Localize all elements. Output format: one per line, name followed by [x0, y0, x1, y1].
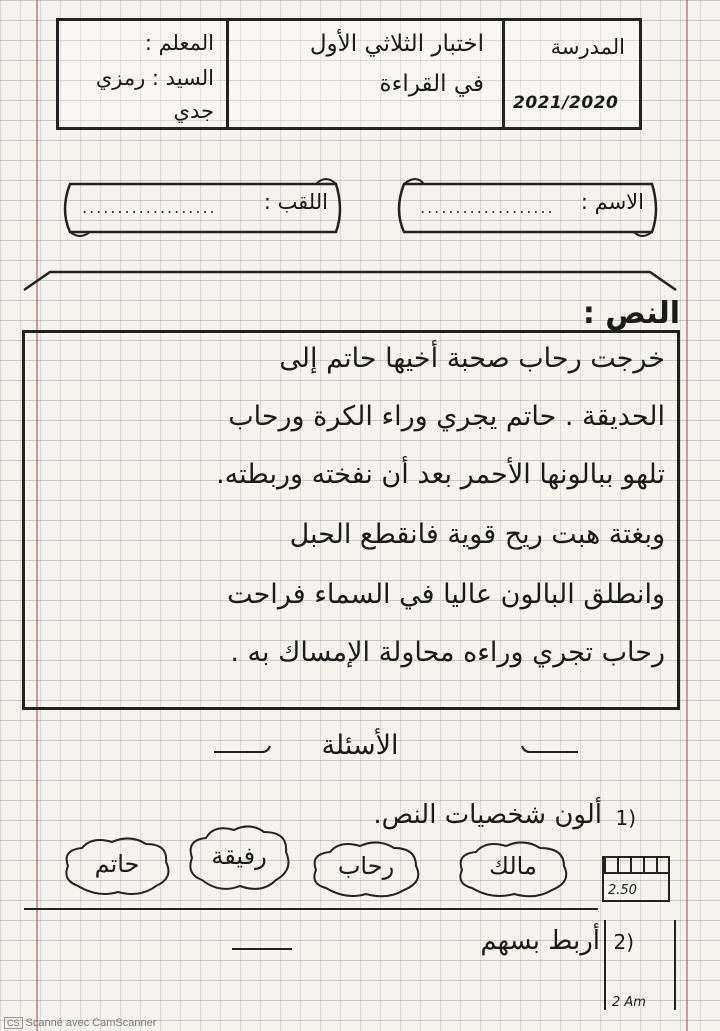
section-divider-icon — [20, 266, 680, 296]
text-section-title: النص : — [582, 296, 680, 331]
first-name-banner — [390, 170, 662, 240]
questions-title-text: الأسئلة — [321, 730, 399, 761]
first-name-label: الاسم : — [580, 190, 644, 214]
text-line-5: وانطلق البالون عاليا في السماء فراحت — [227, 579, 665, 610]
question-2-underline — [232, 948, 292, 950]
option-cloud[interactable] — [58, 832, 176, 900]
school-year: 2021/2020 — [513, 93, 619, 113]
text-line-1: خرجت رحاب صحبة أخيها حاتم إلى — [279, 343, 665, 374]
school-cell — [505, 21, 639, 127]
exam-title: اختبار الثلاثي الأول — [309, 31, 484, 57]
text-line-4: وبغتة هبت ريح قوية فانقطع الحبل — [289, 519, 665, 550]
text-line-6: رحاب تجري وراءه محاولة الإمساك به . — [230, 637, 665, 668]
question-1-text: ألون شخصيات النص. — [373, 800, 602, 830]
last-name-banner — [56, 170, 346, 240]
option-label: رفيقة — [211, 842, 267, 870]
text-line-3: تلهو ببالونها الأحمر بعد أن نفخته وربطته. — [216, 459, 665, 490]
option-label: رحاب — [337, 852, 395, 880]
last-name-field[interactable]: ................... — [82, 198, 217, 217]
option-cloud[interactable] — [452, 838, 574, 902]
title-swash-left-icon — [212, 744, 272, 758]
grade-boxes — [604, 858, 668, 874]
question-2-number: 2) — [613, 930, 634, 954]
question-2-grade-box — [604, 920, 676, 1010]
question-2-text: أربط بسهم — [480, 926, 600, 956]
scanner-text: Scanné avec CamScanner — [25, 1017, 157, 1029]
question-2-grade: 2 Am — [612, 995, 646, 1010]
title-swash-right-icon — [520, 744, 580, 758]
text-line-2: الحديقة . حاتم يجري وراء الكرة ورحاب — [228, 401, 665, 432]
reading-text-box — [22, 330, 680, 710]
school-label: المدرسة — [550, 35, 625, 59]
notebook-margin-right — [686, 0, 688, 1031]
camscanner-logo-icon: CS — [4, 1017, 23, 1029]
option-cloud[interactable] — [184, 820, 294, 896]
teacher-label: المعلم : — [144, 31, 214, 55]
scanner-watermark — [4, 1017, 156, 1029]
last-name-label: اللقب : — [263, 190, 328, 214]
question-divider — [24, 908, 598, 910]
teacher-cell — [59, 21, 229, 127]
question-1-number: 1) — [615, 806, 636, 830]
first-name-field[interactable]: ................... — [420, 198, 555, 217]
option-label: مالك — [489, 852, 537, 880]
teacher-name: السيد : رمزي — [95, 66, 214, 90]
question-1-grade-box — [602, 856, 670, 902]
exam-subject: في القراءة — [379, 71, 484, 97]
exam-title-cell — [229, 21, 505, 127]
option-label: حاتم — [94, 850, 140, 878]
question-1-grade: 2.50 — [608, 883, 637, 898]
exam-header — [56, 18, 642, 130]
option-cloud[interactable] — [306, 838, 426, 902]
teacher-surname: جدي — [173, 99, 214, 123]
